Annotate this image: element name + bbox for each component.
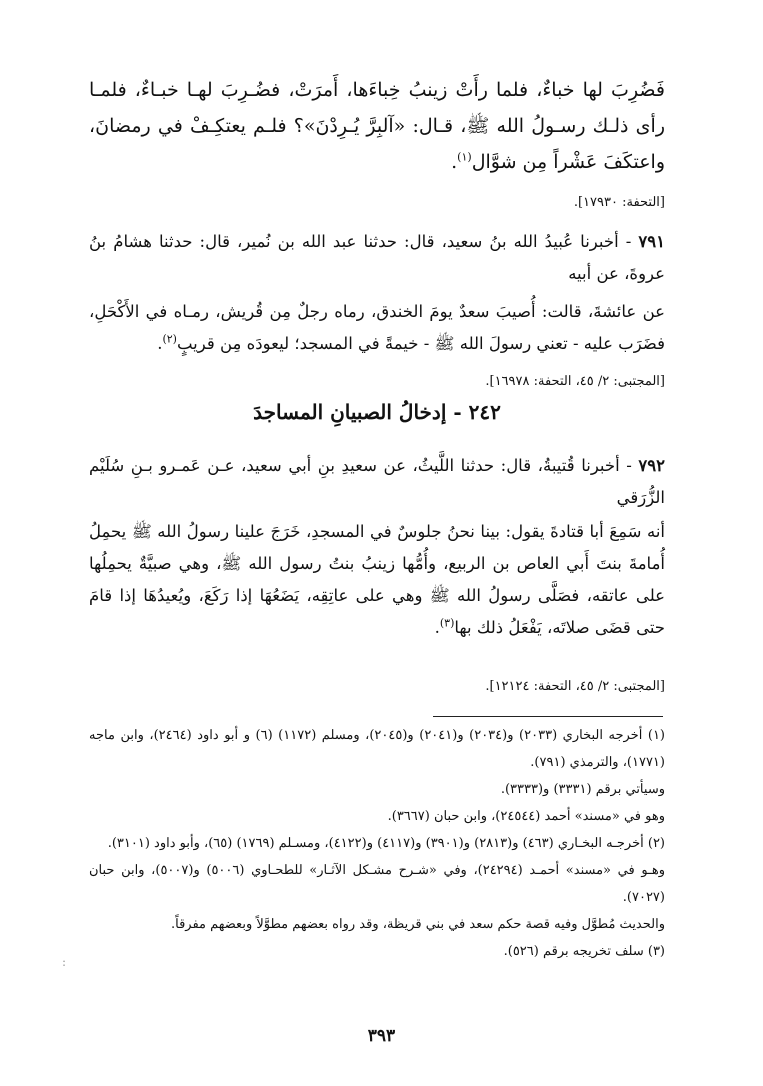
- hadith-number: ٧٩١: [638, 232, 666, 251]
- matn-text: عن عائشةَ، قالت: أُصيبَ سعدٌ يومَ الخندق، رماه رجلٌ مِن قُريش، رمـاه في الأَكْحَلِ، فضَرَب عليه - تعني رسولَ الله ﷺ - خيمةً في المسجد؛ ليعودَه مِن قريبٍ: [89, 302, 665, 353]
- reference-line: [المجتبى: ٢/ ٤٥، التحفة: ١٦٩٧٨].: [485, 374, 665, 389]
- hadith-791-isnad: [89, 226, 665, 290]
- reference-line: [التحفة: ١٧٩٣٠].: [573, 195, 665, 210]
- continuation-text: فَضُرِبَ لها خباءٌ، فلما رأَتْ زينبُ خِباءَها، أَمرَتْ، فضُـرِبَ لهـا خبـاءٌ، فلمـا رأى ذلـك رسـولُ الله ﷺ، قـال: «آلبِرَّ يُـرِدْنَ»؟ فلـم يعتكِـفْ في رمضانَ، واعتكَفَ عَشْراً مِن شوَّال: [89, 79, 665, 173]
- continuation-paragraph: فَضُرِبَ لها خباءٌ، فلما رأَتْ زينبُ خِباءَها، أَمرَتْ، فضُـرِبَ لهـا خبـاءٌ، فلمـا رأى ذلـك رسـولُ الله ﷺ، قـال: «آلبِرَّ يُـرِدْنَ»؟ فلـم يعتكِـفْ في رمضانَ، واعتكَفَ عَشْراً مِن شوَّال$^{(١)}$.: [89, 79, 665, 173]
- matn-text: أنه سَمِعَ أبا قتادةَ يقول: بينا نحنُ جلوسٌ في المسجدِ، خَرَجَ علينا رسولُ الله ﷺ يحمِلُ أُمامةَ بنتَ أَبي العاص بن الربيع، وأُمُّها زينبُ بنتُ رسول الله ﷺ، وهي صبيَّةٌ يحمِلُها على عاتقه، فصَلَّى رسولُ الله ﷺ وهي على عاتِقِه، يَضَعُهَا إذا رَكَعَ، ويُعيدُهَا إذا قامَ حتى قضَى صلاتَه، يَفْعَلُ ذلك بها: [89, 522, 665, 637]
- footnote: وهـو في «مسند» أحمـد (٢٤٢٩٤)، وفي «شـرح مشـكل الآثـار» للطحـاوي (٥٠٠٦) و(٥٠٠٧)، وابن حبان (٧٠٢٧).: [89, 863, 666, 905]
- margin-mark: :: [62, 955, 67, 969]
- hadith-number: ٧٩٢: [638, 456, 665, 475]
- hadith-792-matn: أنه سَمِعَ أبا قتادةَ يقول: بينا نحنُ جلوسٌ في المسجدِ، خَرَجَ علينا رسولُ الله ﷺ يحمِلُ أُمامةَ بنتَ أَبي العاص بن الربيع، وأُمُّها زينبُ بنتُ رسول الله ﷺ، وهي صبيَّةٌ يحمِلُها على عاتقه، فصَلَّى رسولُ الله ﷺ وهي على عاتِقِه، يَضَعُهَا إذا رَكَعَ، ويُعيدُهَا إذا قامَ حتى قضَى صلاتَه، يَفْعَلُ ذلك بها$^{(٣)}$.: [89, 522, 665, 637]
- isnad-text: - أخبرنا عُبيدُ الله بنُ سعيد، قال: حدثنا عبد الله بن نُمير، قال: حدثنا هشامُ بنُ عروةَ، عن أبيه: [89, 232, 665, 283]
- hadith-791-matn: عن عائشةَ، قالت: أُصيبَ سعدٌ يومَ الخندق، رماه رجلٌ مِن قُريش، رمـاه في الأَكْحَلِ، فضَرَب عليه - تعني رسولَ الله ﷺ - خيمةً في المسجد؛ ليعودَه مِن قريبٍ$^{(٢)}$.: [89, 302, 665, 353]
- footnote: وسيأتي برقم (٣٣٣١) و(٣٣٣٣).: [500, 782, 665, 797]
- footnotes: [89, 722, 665, 965]
- hadith-792-isnad: [89, 450, 665, 514]
- chapter-title: ٢٤٢ - إدخالُ الصبيانِ المساجدَ: [253, 400, 501, 424]
- footnote-mark-2: (٢): [162, 332, 177, 346]
- footnote: (١) أخرجه البخاري (٢٠٣٣) و(٢٠٣٤) و(٢٠٤١) و(٢٠٤٥)، ومسلم (١١٧٢) (٦) و أبو داود (٢٤٦٤)، وابن ماجه (١٧٧١)، والترمذي (٧٩١).: [89, 728, 665, 770]
- footnote: (٣) سلف تخريجه برقم (٥٢٦).: [503, 944, 665, 959]
- footnote-mark-1: (١): [457, 150, 472, 164]
- footnote: والحديث مُطوَّل وفيه قصة حكم سعد في بني قريظة، وقد رواه بعضهم مطوَّلاً وبعضهم مفرقاً.: [170, 917, 665, 932]
- footnote: (٢) أخرجـه البخـاري (٤٦٣) و(٢٨١٣) و(٣٩٠١) و(٤١١٧) و(٤١٢٢)، ومسـلم (١٧٦٩) (٦٥)، وأبو داود (٣١٠١).: [107, 836, 665, 851]
- reference-line: [المجتبى: ٢/ ٤٥، التحفة: ١٢١٢٤].: [485, 679, 665, 694]
- footnote-mark-3: (٣): [439, 616, 455, 630]
- footnote-divider: [433, 716, 663, 717]
- isnad-text: - أخبرنا قُتيبةُ، قال: حدثنا اللَّيثُ، عن سعيدِ بنِ أبي سعيد، عـن عَمـرو بـنِ سُلَيْم الزُّرَقي: [89, 456, 665, 507]
- footnote: وهو في «مسند» أحمد (٢٤٥٤٤)، وابن حبان (٣٦٦٧).: [387, 809, 665, 824]
- page-number: ٣٩٣: [367, 1026, 396, 1046]
